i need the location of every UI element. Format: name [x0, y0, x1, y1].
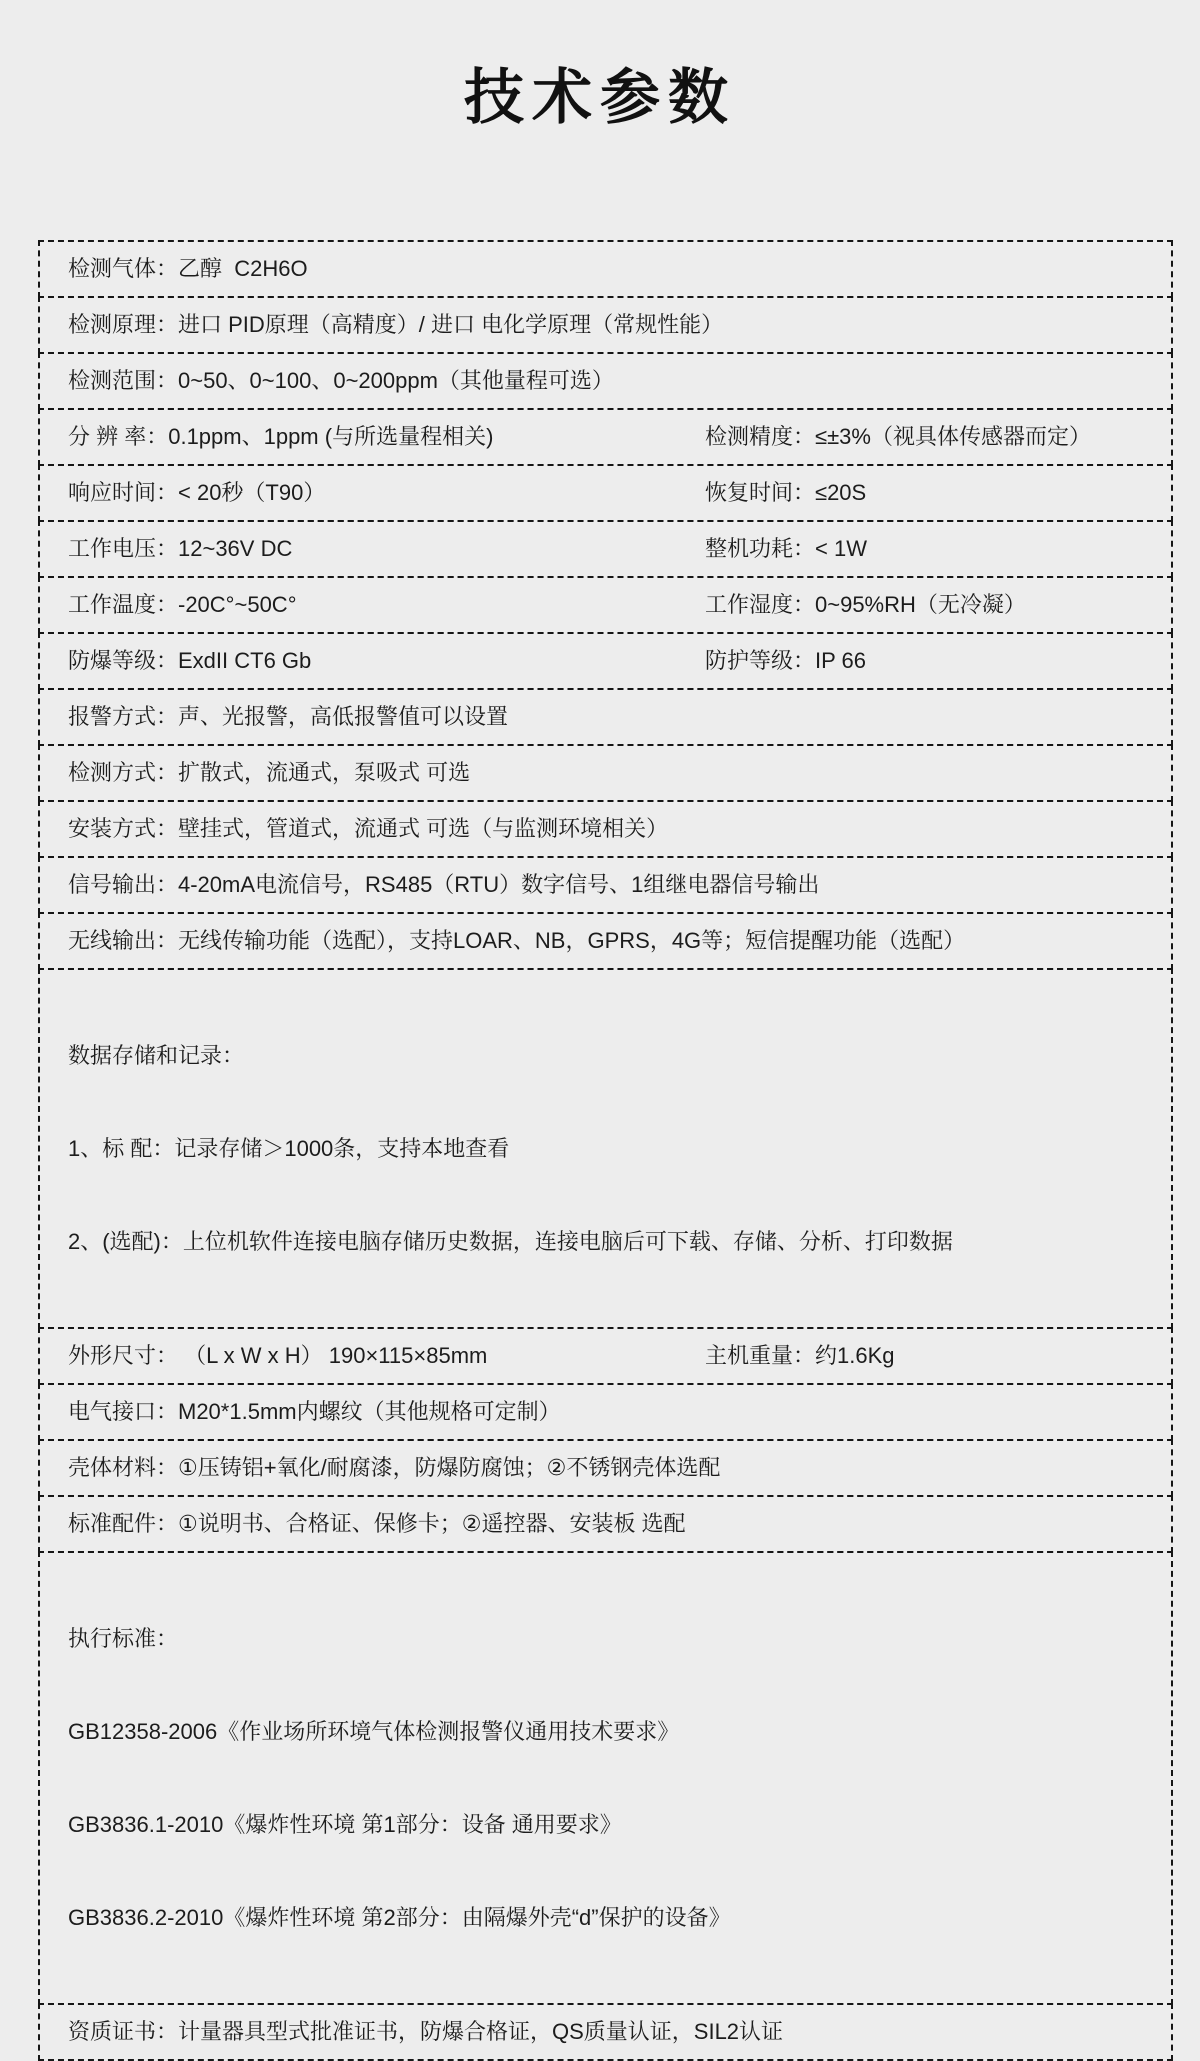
spec-text: 检测原理：进口 PID原理（高精度）/ 进口 电化学原理（常规性能） [68, 312, 724, 337]
row-detection-gas [38, 240, 1173, 298]
page-title: 技术参数 [464, 64, 736, 131]
spec-text-right: 工作湿度：0~95%RH（无冷凝） [705, 592, 1026, 617]
spec-text-right: 整机功耗：< 1W [705, 536, 867, 561]
spec-line: 1、标 配：记录存储＞1000条，支持本地查看 [68, 1136, 510, 1161]
spec-text: 电气接口：M20*1.5mm内螺纹（其他规格可定制） [68, 1399, 561, 1424]
row-alarm-mode [38, 688, 1173, 746]
spec-text-left: 分 辨 率：0.1ppm、1ppm (与所选量程相关) [68, 424, 494, 449]
spec-text-right: 检测精度：≤±3%（视具体传感器而定） [705, 424, 1091, 449]
spec-text-left: 防爆等级：ExdII CT6 Gb [68, 648, 312, 673]
spec-text-left: 响应时间：< 20秒（T90） [68, 480, 326, 505]
row-explosion-protection-rating [38, 632, 1173, 690]
row-data-storage [38, 968, 1173, 1329]
row-wireless-output [38, 912, 1173, 970]
row-voltage-power [38, 520, 1173, 578]
spec-text: 检测气体：乙醇 C2H6O [68, 256, 308, 281]
row-installation-mode [38, 800, 1173, 858]
row-temperature-humidity [38, 576, 1173, 634]
spec-text: 安装方式：壁挂式，管道式，流通式 可选（与监测环境相关） [68, 816, 669, 841]
spec-text: 报警方式：声、光报警，高低报警值可以设置 [68, 704, 509, 729]
spec-text-left: 外形尺寸： （L x W x H） 190×115×85mm [68, 1343, 488, 1368]
row-resolution-accuracy [38, 408, 1173, 466]
spec-line: 2、(选配)：上位机软件连接电脑存储历史数据，连接电脑后可下载、存储、分析、打印数据 [68, 1229, 953, 1254]
row-detection-range [38, 352, 1173, 410]
spec-text: 信号输出：4-20mA电流信号，RS485（RTU）数字信号、1组继电器信号输出 [68, 872, 820, 897]
spec-line: GB3836.2-2010《爆炸性环境 第2部分：由隔爆外壳“d”保护的设备》 [68, 1905, 731, 1930]
spec-text: 资质证书：计量器具型式批准证书，防爆合格证，QS质量认证，SIL2认证 [68, 2019, 784, 2044]
spec-text-left: 工作电压：12~36V DC [68, 536, 293, 561]
spec-text-right: 防护等级：IP 66 [705, 648, 866, 673]
row-response-recovery-time [38, 464, 1173, 522]
row-standard-accessories [38, 1495, 1173, 1553]
spec-text: 检测范围：0~50、0~100、0~200ppm（其他量程可选） [68, 368, 614, 393]
spec-line: GB3836.1-2010《爆炸性环境 第1部分：设备 通用要求》 [68, 1812, 622, 1837]
row-electrical-interface [38, 1383, 1173, 1441]
row-signal-output [38, 856, 1173, 914]
row-detection-mode [38, 744, 1173, 802]
spec-text-right: 恢复时间：≤20S [705, 480, 867, 505]
spec-text: 无线输出：无线传输功能（选配），支持LOAR、NB，GPRS，4G等；短信提醒功能（选配） [68, 928, 966, 953]
spec-text-right: 主机重量：约1.6Kg [705, 1343, 895, 1368]
spec-line: 执行标准： [68, 1626, 179, 1651]
spec-text-left: 工作温度：-20C°~50C° [68, 592, 297, 617]
row-detection-principle [38, 296, 1173, 354]
spec-table [38, 240, 1173, 2061]
spec-text: 标准配件：①说明书、合格证、保修卡；②遥控器、安装板 选配 [68, 1511, 686, 1536]
spec-sheet-page [0, 52, 1200, 2044]
row-certificates [38, 2003, 1173, 2061]
spec-text: 壳体材料：①压铸铝+氧化/耐腐漆，防爆防腐蚀；②不锈钢壳体选配 [68, 1455, 721, 1480]
row-housing-material [38, 1439, 1173, 1497]
spec-text: 检测方式：扩散式，流通式，泵吸式 可选 [68, 760, 471, 785]
spec-line: GB12358-2006《作业场所环境气体检测报警仪通用技术要求》 [68, 1719, 680, 1744]
row-standards [38, 1551, 1173, 2005]
spec-line: 数据存储和记录： [68, 1043, 245, 1068]
row-dimensions-weight [38, 1327, 1173, 1385]
